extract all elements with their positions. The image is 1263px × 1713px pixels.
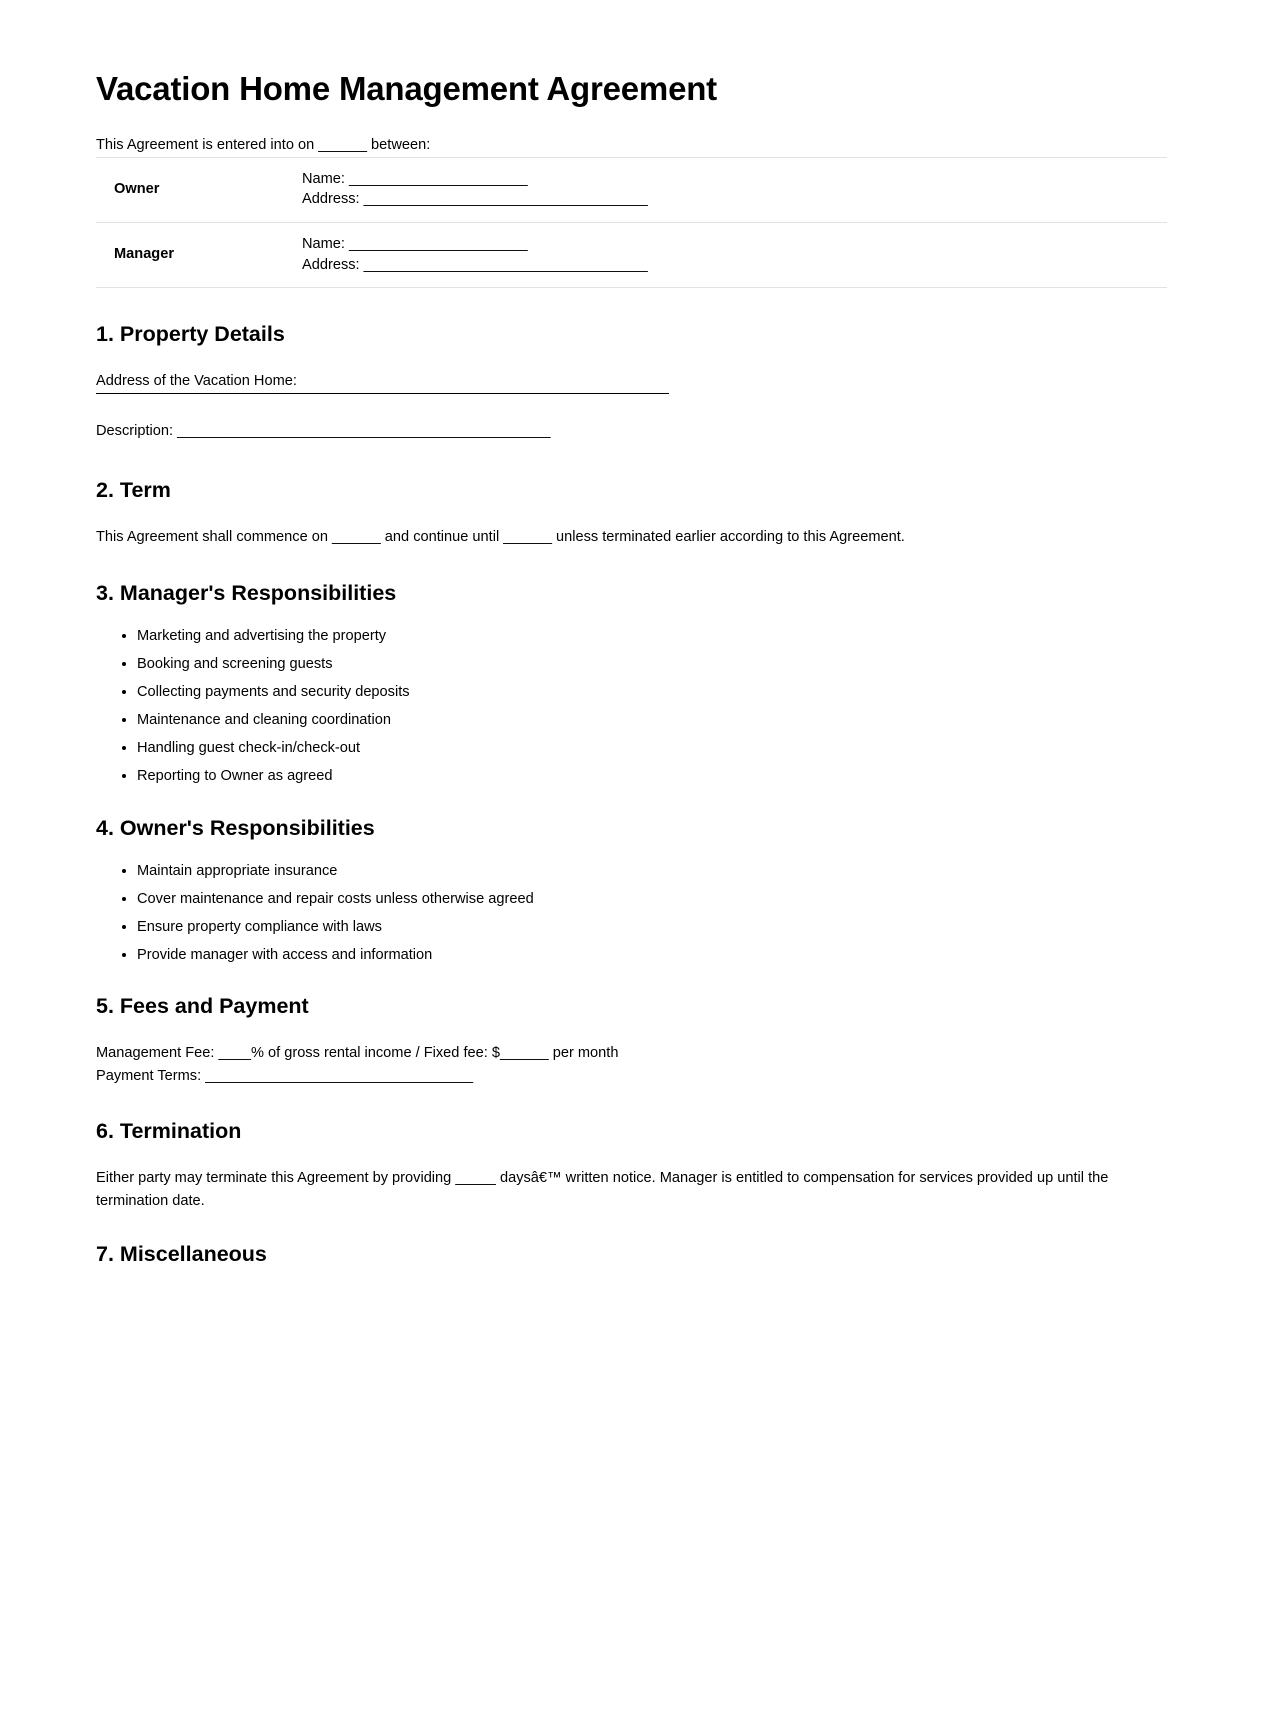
section-owner-responsibilities [96,816,1167,963]
list-item: • Collecting payments and security deposits [137,685,1167,700]
owner-name-field[interactable]: Name: ______________________ [302,170,528,187]
section-miscellaneous [96,1242,1167,1268]
list-item: • Handling guest check-in/check-out [137,741,1167,756]
document-body [96,70,1167,1268]
manager-address-field[interactable]: Address: ___________________________________ [302,256,648,273]
section-heading-7: 7. Miscellaneous [96,1242,267,1267]
intro-paragraph: This Agreement is entered into on ______ between: [96,136,431,153]
list-item: • Ensure property compliance with laws [137,920,1167,935]
property-description-field[interactable]: Description: ______________________________________________ [96,422,551,439]
party-label-manager: Manager [96,222,282,287]
section-heading-4: 4. Owner's Responsibilities [96,815,375,840]
list-item: • Maintain appropriate insurance [137,864,1167,879]
parties-table [96,157,1167,289]
section-fees-and-payment [96,994,1167,1087]
list-item: • Cover maintenance and repair costs unless otherwise agreed [137,892,1167,907]
management-fee-field[interactable]: Management Fee: ____% of gross rental income / Fixed fee: $______ per month [96,1045,619,1062]
owner-address-field[interactable]: Address: ___________________________________ [302,191,648,208]
section-heading-3: 3. Manager's Responsibilities [96,580,397,605]
manager-responsibilities-list [96,629,1167,784]
section-heading-2: 2. Term [96,478,171,503]
owner-responsibilities-list [96,864,1167,963]
section-termination [96,1119,1167,1212]
page-title: Vacation Home Management Agreement [96,70,717,107]
section-heading-5: 5. Fees and Payment [96,994,309,1019]
party-fields-manager [282,222,1167,287]
payment-terms-field[interactable]: Payment Terms: _________________________________ [96,1067,474,1084]
section-heading-1: 1. Property Details [96,322,285,347]
property-address-label: Address of the Vacation Home: [96,373,297,390]
section-heading-6: 6. Termination [96,1119,242,1144]
manager-name-field[interactable]: Name: ______________________ [302,235,528,252]
table-row [96,157,1167,222]
party-label-owner: Owner [96,157,282,222]
list-item: • Reporting to Owner as agreed [137,769,1167,784]
party-fields-owner [282,157,1167,222]
list-item: • Marketing and advertising the property [137,629,1167,644]
list-item: • Maintenance and cleaning coordination [137,713,1167,728]
section-term [96,478,1167,548]
list-item: • Booking and screening guests [137,657,1167,672]
term-paragraph: This Agreement shall commence on ______ and continue until ______ unless terminated earlier according to this Agreement. [96,529,905,546]
section-property-details [96,322,1167,442]
list-item: • Provide manager with access and information [137,948,1167,963]
property-address-blank-line[interactable] [96,393,669,394]
section-manager-responsibilities [96,581,1167,784]
table-row [96,222,1167,287]
termination-paragraph: Either party may terminate this Agreement by providing _____ daysâ€™ written notice. Manager is entitled to compensation for services provided up until the termination date. [96,1170,1109,1209]
